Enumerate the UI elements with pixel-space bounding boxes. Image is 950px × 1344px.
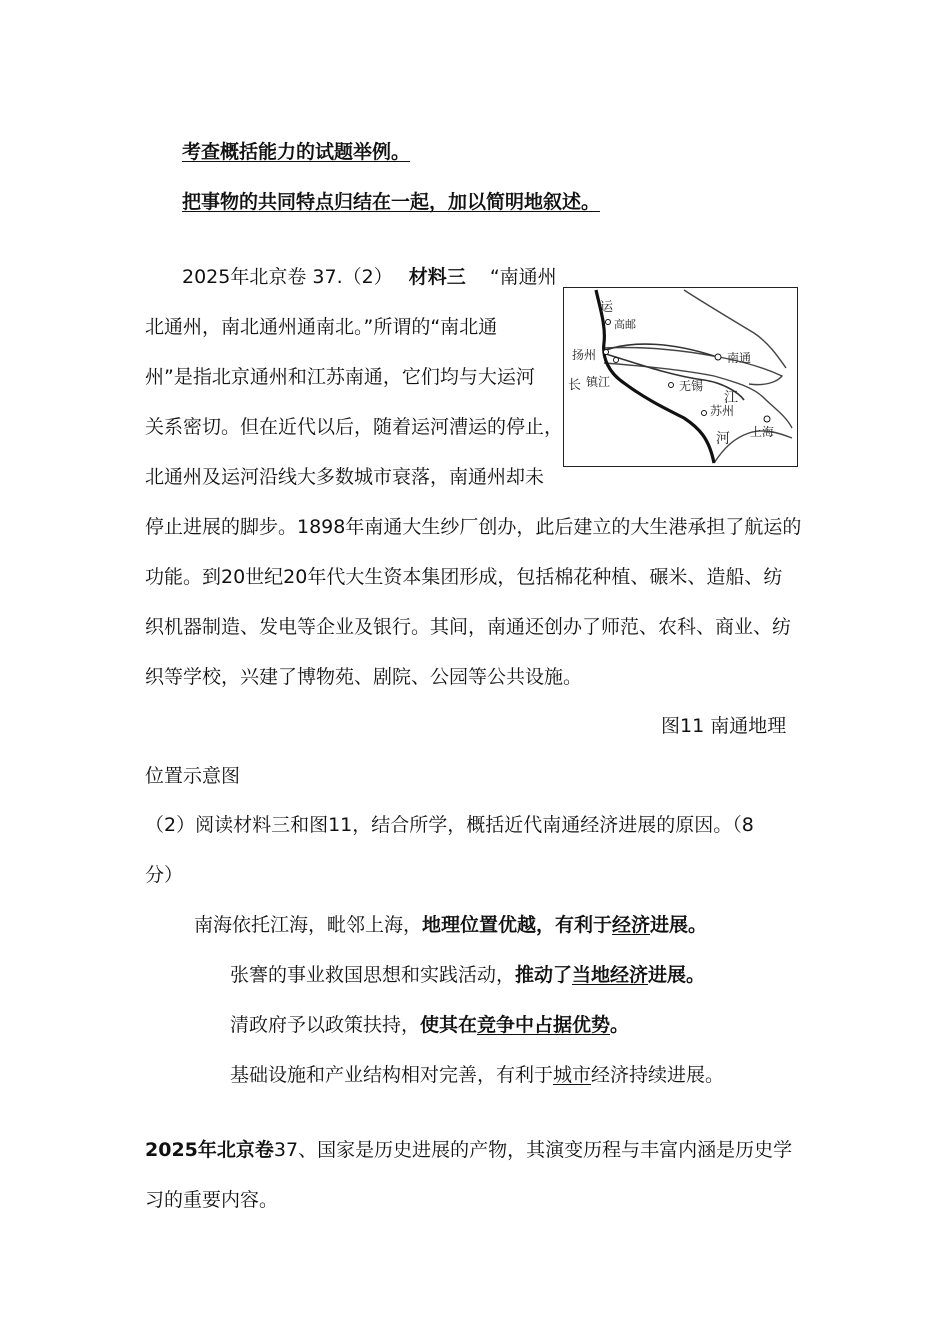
material-line: 北通州，南北通州通南北。”所谓的“南北通: [145, 316, 498, 338]
map-label-chang: 长: [568, 378, 582, 393]
map-label-yangzhou: 扬州: [572, 348, 597, 362]
answer-point-3: [230, 1012, 629, 1038]
next-question-line-2: 习的重要内容。: [145, 1189, 279, 1211]
answer-keyword: 经济: [612, 914, 651, 936]
next-question-line-1: [145, 1137, 792, 1163]
material-quote-start: “南通州: [489, 266, 557, 288]
map-label-yun: 运: [600, 300, 614, 315]
map-label-zhenjiang: 镇江: [586, 375, 611, 389]
material-line: 州”是指北京通州和江苏南通，它们均与大运河: [145, 366, 535, 388]
answer-text-tail: 经济持续进展。: [591, 1064, 725, 1086]
answer-emphasis: 地理位置优越，有利于: [422, 914, 613, 936]
figure-caption-line-2: 位置示意图: [145, 765, 241, 787]
answer-point-4: [230, 1062, 724, 1088]
answer-emphasis: 使其在: [420, 1014, 478, 1036]
heading-line-2: 把事物的共同特点归结在一起，加以简明地叙述。: [182, 191, 601, 213]
city-dot-wuxi: [669, 383, 674, 388]
next-question-source: 2025年北京卷: [145, 1139, 274, 1161]
city-dot-nantong: [715, 354, 721, 360]
answer-point-1: [194, 912, 707, 938]
answer-point-2: [230, 962, 705, 988]
map-label-shanghai: 上海: [750, 425, 775, 439]
answer-emphasis-tail: 进展。: [650, 914, 708, 936]
grand-canal: [596, 290, 714, 463]
heading-line-1: 考查概括能力的试题举例。: [182, 141, 411, 163]
route-to-nantong: [606, 344, 714, 356]
answer-text: 张謇的事业救国思想和实践活动，: [230, 964, 516, 986]
city-dot-yangzhou: [604, 350, 609, 355]
map-label-wuxi: 无锡: [679, 379, 704, 393]
city-dot-gaoyou: [606, 320, 611, 325]
material-line: 织等学校，兴建了博物苑、剧院、公园等公共设施。: [145, 666, 583, 688]
map-label-gaoyou: 高邮: [614, 318, 636, 331]
figure-caption-line-1: 图11 南通地理: [661, 715, 787, 737]
question-line-1: （2）阅读材料三和图11，结合所学，概括近代南通经济进展的原因。（8: [145, 814, 754, 836]
material-intro: [182, 264, 557, 290]
question-line-2: 分）: [145, 864, 184, 886]
answer-text: 南海依托江海，毗邻上海，: [194, 914, 423, 936]
material-line: 织机器制造、发电等企业及银行。其间，南通还创办了师范、农科、商业、纺: [145, 616, 792, 638]
map-label-nantong: 南通: [727, 351, 752, 365]
city-dot-zhenjiang: [614, 358, 619, 363]
city-dot-suzhou: [702, 411, 707, 416]
nantong-location-map: [563, 287, 798, 467]
answer-emphasis: 推动了: [515, 964, 573, 986]
answer-text: 清政府予以政策扶持，: [230, 1014, 421, 1036]
answer-keyword: 当地经济: [572, 964, 649, 986]
answer-text: 基础设施和产业结构相对完善，有利于: [230, 1064, 554, 1086]
answer-keyword: 竞争中占据优势: [477, 1014, 611, 1036]
map-label-jiang: 江: [724, 390, 738, 406]
material-line: 北通州及运河沿线大多数城市衰落，南通州却未: [145, 466, 545, 488]
material-source: 2025年北京卷 37.（2）: [182, 266, 393, 288]
map-label-he: 河: [716, 431, 730, 447]
answer-keyword: 城市: [553, 1064, 592, 1086]
city-dot-shanghai: [764, 416, 770, 422]
material-line: 停止进展的脚步。1898年南通大生纱厂创办，此后建立的大生港承担了航运的: [145, 516, 802, 538]
material-line: 关系密切。但在近代以后，随着运河漕运的停止，: [145, 416, 564, 438]
material-line: 功能。到20世纪20年代大生资本集团形成，包括棉花种植、碾米、造船、纺: [145, 566, 783, 588]
material-label: 材料三: [408, 266, 466, 288]
map-drawing: [564, 288, 796, 465]
answer-emphasis-tail: 。: [610, 1014, 630, 1036]
next-question-text: 37、国家是历史进展的产物，其演变历程与丰富内涵是历史学: [273, 1139, 793, 1161]
answer-emphasis-tail: 进展。: [648, 964, 706, 986]
map-label-suzhou: 苏州: [710, 404, 735, 418]
